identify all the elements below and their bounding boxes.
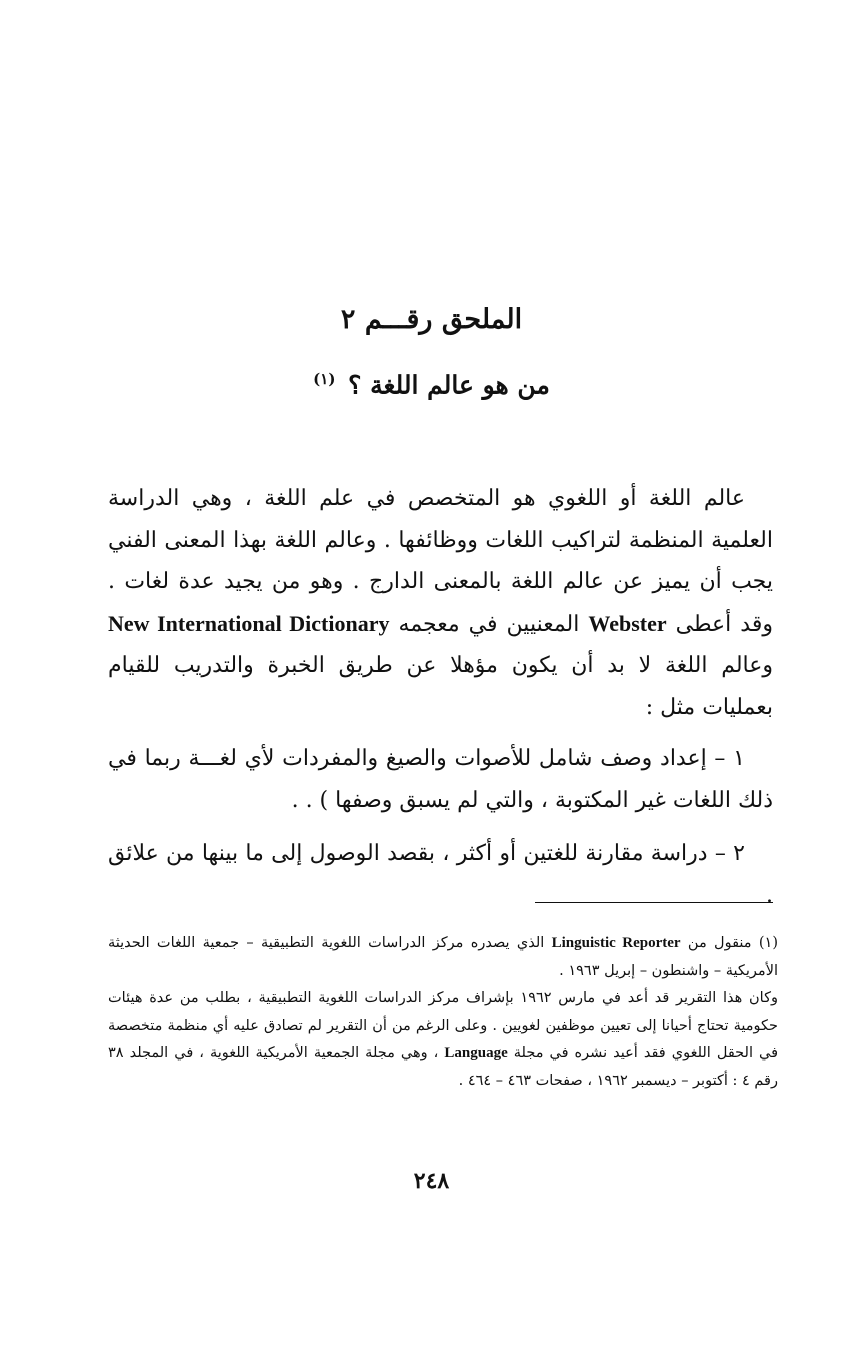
page-title: الملحق رقـــم ٢ bbox=[340, 304, 523, 335]
paragraph-intro-part-a: عالم اللغة أو اللغوي هو المتخصص في علم اللغة ، وهي الدراسة العلمية المنظمة لتراكيب اللغات ووظائفها . وعالم اللغة بهذا المعنى الفني يجب أن يميز عن عالم اللغة بالمعنى الدارج . وهو من يجيد عدة لغات . وقد أعطى bbox=[108, 486, 773, 637]
footnote-1-part-c: وكان هذا التقرير قد أعد في مارس ١٩٦٢ بإشراف مركز الدراسات اللغوية التطبيقية ، بطلب من عدة هيئات حكومية تحتاج أحيانا إلى تعيين موظفين لغويين . وعلى الرغم من أن التقرير لم تصادق عليه أي منظمة متخصصة في الحقل اللغوي فقد أعيد نشره في مجلة bbox=[108, 990, 779, 1061]
term-language: Language bbox=[444, 1045, 508, 1061]
footnote-1-part-b: الذي يصدره مركز الدراسات اللغوية التطبيقية – جمعية اللغات الحديثة الأمريكية – واشنطون – إبريل ١٩٦٣ . bbox=[108, 935, 778, 979]
footnote-1-source bbox=[108, 930, 778, 985]
term-new-international-dictionary: New International Dictionary bbox=[108, 610, 390, 636]
footnote-reference: (١) bbox=[313, 370, 336, 388]
term-linguistic-reporter: Linguistic Reporter bbox=[551, 935, 681, 951]
paragraph-intro bbox=[108, 478, 773, 728]
body-text bbox=[108, 478, 773, 916]
page-number: ٢٤٨ bbox=[413, 1168, 450, 1194]
paragraph-intro-part-c: وعالم اللغة لا بد أن يكون مؤهلا عن طريق الخبرة والتدريب للقيام بعمليات مثل : bbox=[108, 653, 773, 720]
list-item-2: ٢ – دراسة مقارنة للغتين أو أكثر ، بقصد الوصول إلى ما بينها من علائق . bbox=[108, 841, 773, 908]
term-webster: Webster bbox=[588, 610, 667, 636]
footnote-divider bbox=[535, 902, 773, 903]
footnote-1-part-d: ، وهي مجلة الجمعية الأمريكية اللغوية ، في المجلد ٣٨ رقم ٤ : أكتوبر – ديسمبر ١٩٦٢ ، صفحات ٤٦٣ – ٤٦٤ . bbox=[108, 1045, 778, 1089]
list-item-1: ١ – إعداد وصف شامل للأصوات والصيغ والمفردات لأي لغـــة ربما في ذلك اللغات غير المكتوبة ، والتي لم يسبق وصفها ) . . bbox=[108, 746, 773, 813]
footnote-1-part-a: (١) منقول من bbox=[687, 935, 778, 951]
page-subtitle bbox=[0, 370, 863, 399]
paragraph-intro-part-b: المعنيين في معجمه bbox=[398, 611, 580, 637]
subtitle-text: من هو عالم اللغة ؟ bbox=[348, 370, 550, 400]
footnote-1-details bbox=[108, 985, 778, 1095]
footnotes bbox=[108, 930, 778, 1095]
